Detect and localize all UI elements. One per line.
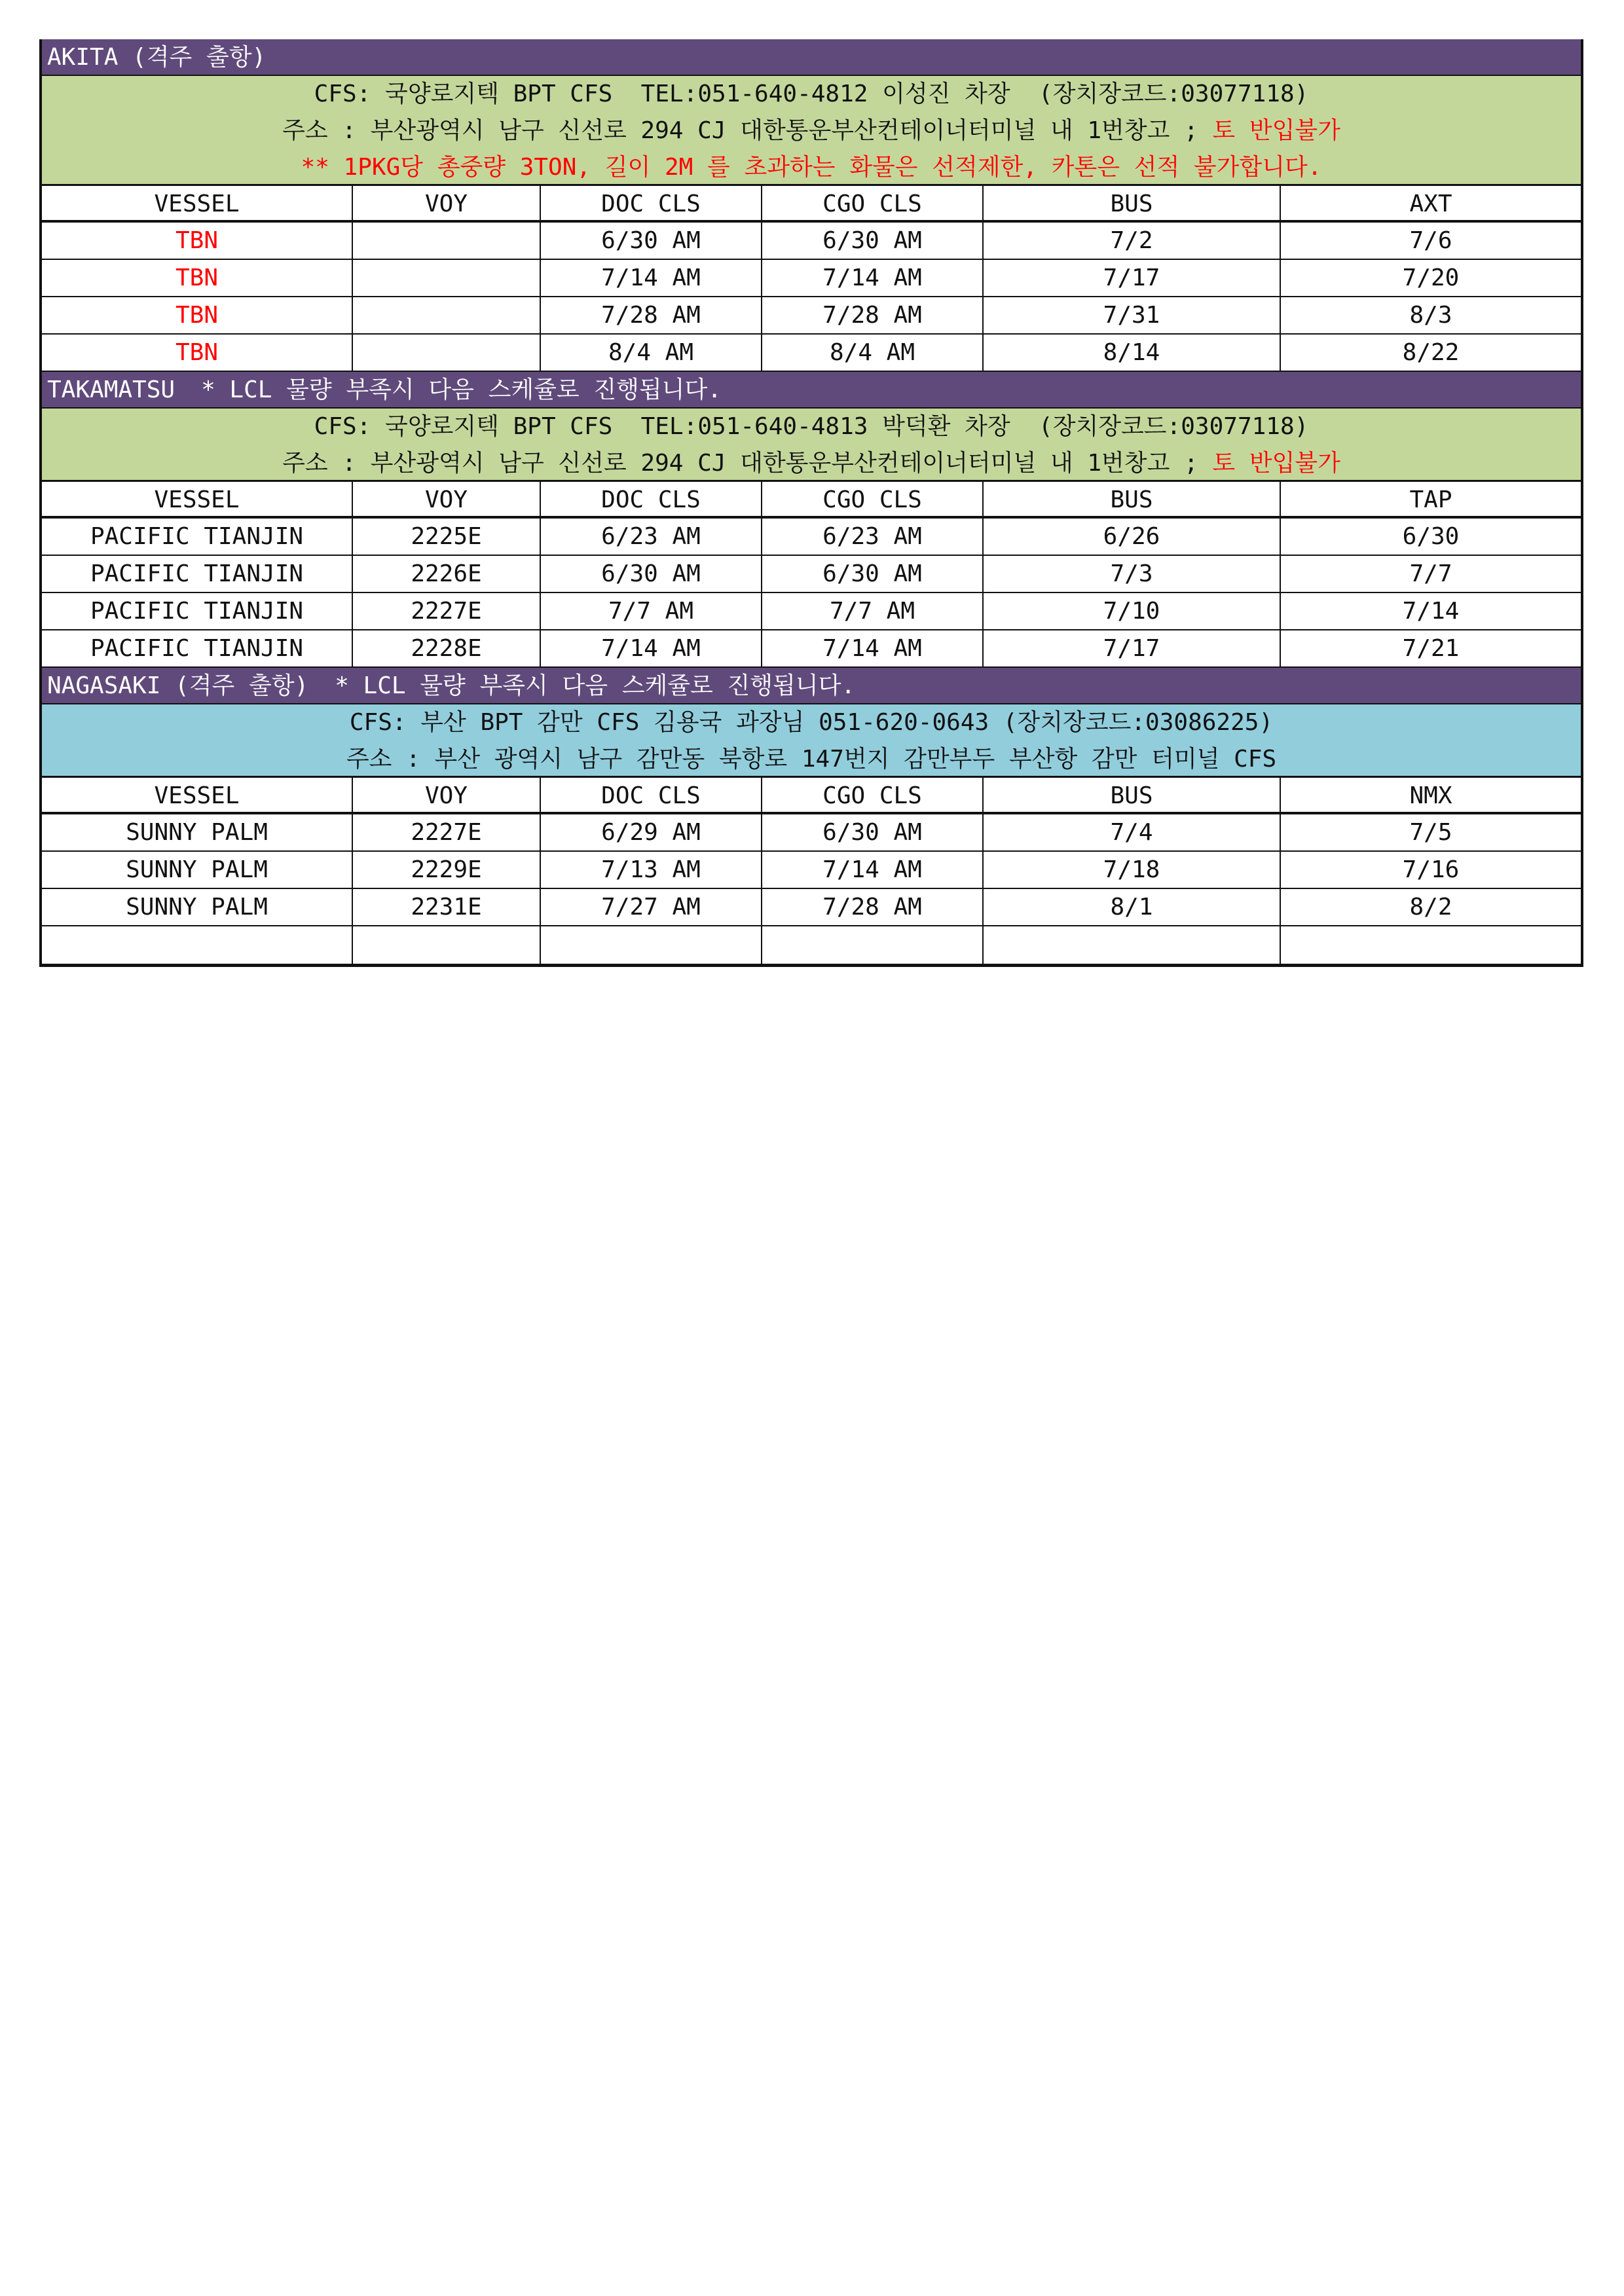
header-voy: VOY <box>353 186 541 220</box>
header-vessel: VESSEL <box>42 482 353 516</box>
header-cgo-cls: CGO CLS <box>762 186 984 220</box>
cell-doc-cls: 6/29 AM <box>541 814 762 850</box>
cell-doc-cls: 7/28 AM <box>541 297 762 333</box>
cell-bus: 7/2 <box>984 223 1281 259</box>
cell-arrival: 7/20 <box>1402 264 1460 291</box>
header-arrival: AXT <box>1409 191 1452 217</box>
table-body-nagasaki <box>42 814 1581 926</box>
cell-voy <box>353 260 541 296</box>
table-row <box>42 852 1581 889</box>
cell-voy: 2226E <box>353 556 541 592</box>
cell-voy <box>353 335 541 371</box>
cell-voy: 2227E <box>353 814 541 850</box>
header-arrival: NMX <box>1409 782 1452 809</box>
table-body-akita <box>42 223 1581 372</box>
cell-bus: 7/17 <box>984 630 1281 666</box>
cell-cgo-cls: 6/30 AM <box>762 814 984 850</box>
header-doc-cls: DOC CLS <box>541 186 762 220</box>
table-row <box>42 260 1581 297</box>
cell-arrival: 7/14 <box>1402 598 1460 625</box>
header-vessel: VESSEL <box>42 186 353 220</box>
table-cell <box>353 926 541 964</box>
cell-arrival: 6/30 <box>1402 523 1460 550</box>
cell-cgo-cls: 7/14 AM <box>762 852 984 888</box>
warning-line-akita: ** 1PKG당 총중량 3TON, 길이 2M 를 초과하는 화물은 선적제한, 카톤은 선적 불가합니다. <box>42 149 1581 186</box>
cfs-line-takamatsu: CFS: 국양로지텍 BPT CFS TEL:051-640-4813 박덕환 차장 (장치장코드:03077118) <box>42 409 1581 445</box>
table-cell <box>541 926 762 964</box>
cell-vessel: SUNNY PALM <box>42 814 353 850</box>
cell-cgo-cls: 7/14 AM <box>762 260 984 296</box>
cell-bus: 8/14 <box>984 335 1281 371</box>
cell-vessel: TBN <box>42 223 353 259</box>
cfs-line-akita: CFS: 국양로지텍 BPT CFS TEL:051-640-4812 이성진 차장 (장치장코드:03077118) <box>42 76 1581 113</box>
cell-doc-cls: 7/27 AM <box>541 889 762 925</box>
cell-vessel: SUNNY PALM <box>42 852 353 888</box>
cell-bus: 8/1 <box>984 889 1281 925</box>
header-bus: BUS <box>984 778 1281 812</box>
cell-vessel: TBN <box>42 260 353 296</box>
cfs-line-nagasaki: CFS: 부산 BPT 감만 CFS 김용국 과장님 051-620-0643 (장치장코드:03086225) <box>42 704 1581 741</box>
cell-arrival: 7/16 <box>1402 856 1460 883</box>
cell-arrival: 7/21 <box>1402 635 1460 662</box>
address-text: 주소 : 부산광역시 남구 신선로 294 CJ 대한통운부산컨테이너터미널 내 1번창고 ; <box>282 450 1213 477</box>
cell-doc-cls: 7/14 AM <box>541 260 762 296</box>
cell-cgo-cls: 7/28 AM <box>762 297 984 333</box>
cell-bus: 7/10 <box>984 593 1281 629</box>
cell-voy: 2227E <box>353 593 541 629</box>
cell-cgo-cls: 6/23 AM <box>762 519 984 555</box>
table-header-nagasaki <box>42 778 1581 814</box>
cell-arrival: 7/6 <box>1409 227 1452 254</box>
header-vessel: VESSEL <box>42 778 353 812</box>
cell-voy: 2225E <box>353 519 541 555</box>
cell-vessel: TBN <box>42 335 353 371</box>
section-title: NAGASAKI (격주 출항) <box>47 672 309 699</box>
table-row <box>42 593 1581 630</box>
header-arrival: TAP <box>1409 486 1452 513</box>
cell-bus: 7/3 <box>984 556 1281 592</box>
cell-bus: 7/4 <box>984 814 1281 850</box>
table-header-takamatsu <box>42 482 1581 519</box>
cell-bus: 7/18 <box>984 852 1281 888</box>
table-cell <box>984 926 1281 964</box>
cell-doc-cls: 6/30 AM <box>541 556 762 592</box>
cell-cgo-cls: 7/28 AM <box>762 889 984 925</box>
table-cell <box>762 926 984 964</box>
section-note: * LCL 물량 부족시 다음 스케쥴로 진행됩니다. <box>335 672 856 699</box>
cell-cgo-cls: 6/30 AM <box>762 556 984 592</box>
section-title: TAKAMATSU <box>47 376 175 403</box>
header-bus: BUS <box>984 482 1281 516</box>
header-voy: VOY <box>353 482 541 516</box>
table-body-takamatsu <box>42 519 1581 668</box>
cell-voy: 2228E <box>353 630 541 666</box>
table-row-empty <box>42 926 1581 964</box>
cell-cgo-cls: 7/14 AM <box>762 630 984 666</box>
cell-bus: 7/17 <box>984 260 1281 296</box>
address-line-akita <box>42 113 1581 149</box>
cell-vessel: PACIFIC TIANJIN <box>42 593 353 629</box>
table-row <box>42 556 1581 593</box>
cell-vessel: TBN <box>42 297 353 333</box>
cell-voy: 2231E <box>353 889 541 925</box>
header-cgo-cls: CGO CLS <box>762 482 984 516</box>
cell-arrival: 7/5 <box>1409 819 1452 846</box>
table-row <box>42 223 1581 260</box>
cell-doc-cls: 7/14 AM <box>541 630 762 666</box>
cell-doc-cls: 7/13 AM <box>541 852 762 888</box>
cell-doc-cls: 6/30 AM <box>541 223 762 259</box>
header-doc-cls: DOC CLS <box>541 482 762 516</box>
table-row <box>42 630 1581 668</box>
address-text: 주소 : 부산광역시 남구 신선로 294 CJ 대한통운부산컨테이너터미널 내 1번창고 ; <box>282 117 1213 144</box>
cell-vessel: PACIFIC TIANJIN <box>42 519 353 555</box>
cell-bus: 6/26 <box>984 519 1281 555</box>
section-banner-takamatsu <box>42 372 1581 409</box>
cell-voy: 2229E <box>353 852 541 888</box>
cell-voy <box>353 223 541 259</box>
cell-vessel: PACIFIC TIANJIN <box>42 630 353 666</box>
cell-doc-cls: 8/4 AM <box>541 335 762 371</box>
cell-arrival: 8/3 <box>1409 302 1452 329</box>
cell-cgo-cls: 6/30 AM <box>762 223 984 259</box>
cell-doc-cls: 6/23 AM <box>541 519 762 555</box>
cell-arrival: 7/7 <box>1409 560 1452 587</box>
cell-bus: 7/31 <box>984 297 1281 333</box>
table-cell <box>42 926 353 964</box>
cell-arrival: 8/2 <box>1409 894 1452 920</box>
section-banner-akita <box>42 39 1581 76</box>
table-header-akita <box>42 186 1581 223</box>
section-banner-nagasaki <box>42 668 1581 704</box>
table-row <box>42 297 1581 335</box>
section-note: * LCL 물량 부족시 다음 스케쥴로 진행됩니다. <box>201 376 722 403</box>
section-title: AKITA (격주 출항) <box>47 44 267 71</box>
cell-cgo-cls: 8/4 AM <box>762 335 984 371</box>
table-row <box>42 814 1581 852</box>
cell-vessel: SUNNY PALM <box>42 889 353 925</box>
table-row <box>42 889 1581 926</box>
address-alert: 토 반입불가 <box>1212 117 1340 144</box>
header-bus: BUS <box>984 186 1281 220</box>
header-cgo-cls: CGO CLS <box>762 778 984 812</box>
address-line-takamatsu <box>42 445 1581 482</box>
table-cell <box>1281 926 1581 964</box>
table-row <box>42 335 1581 372</box>
cell-voy <box>353 297 541 333</box>
schedule-sheet <box>39 39 1583 967</box>
address-line-nagasaki: 주소 : 부산 광역시 남구 감만동 북항로 147번지 감만부두 부산항 감만 터미널 CFS <box>42 741 1581 778</box>
cell-vessel: PACIFIC TIANJIN <box>42 556 353 592</box>
cell-cgo-cls: 7/7 AM <box>762 593 984 629</box>
header-doc-cls: DOC CLS <box>541 778 762 812</box>
cell-doc-cls: 7/7 AM <box>541 593 762 629</box>
table-row <box>42 519 1581 556</box>
header-voy: VOY <box>353 778 541 812</box>
cell-arrival: 8/22 <box>1402 339 1460 366</box>
address-alert: 토 반입불가 <box>1212 450 1340 477</box>
